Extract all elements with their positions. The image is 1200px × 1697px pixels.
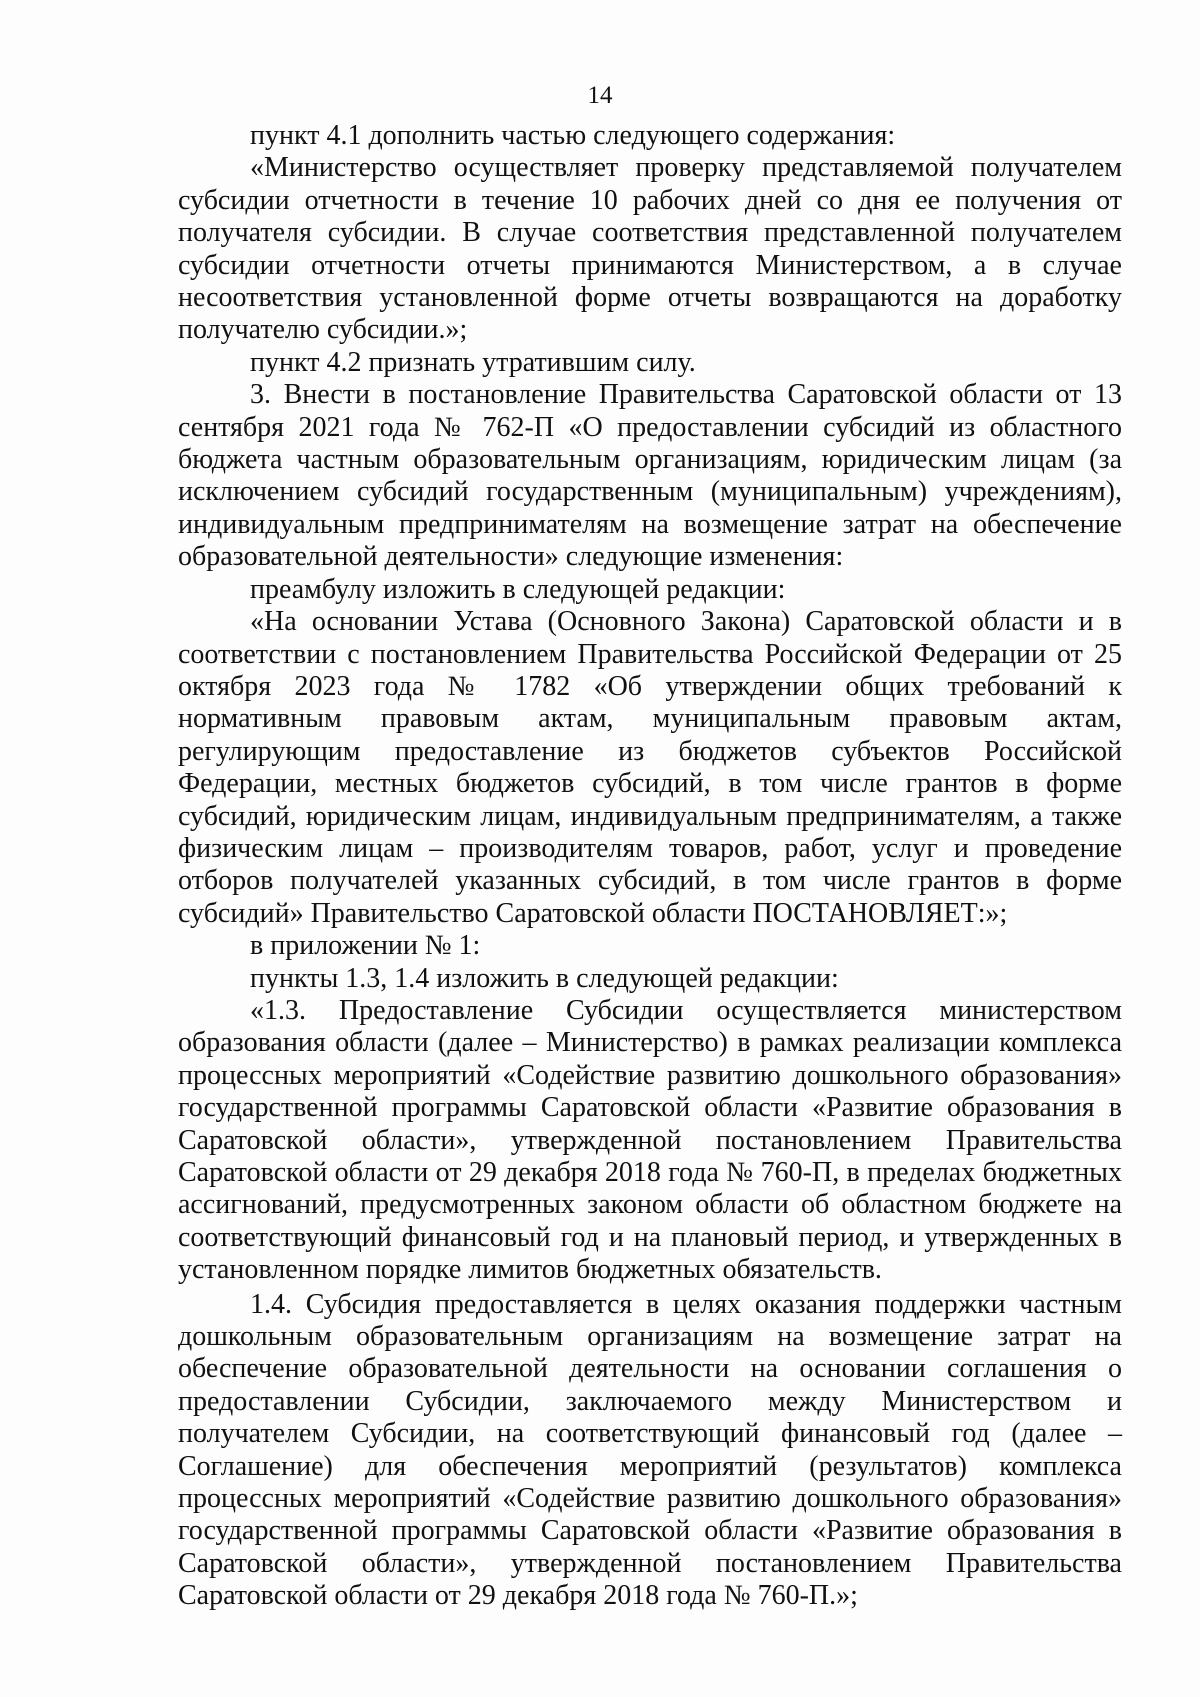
paragraph-7: в приложении № 1: (250, 930, 481, 962)
paragraph-9: «1.3. Предоставление Субсидии осуществляется министерством образования области (далее – Министерство) в рамках реализации комплекса процессных мероприятий «Содействие развитию дошкольного образования» государственной программы Саратовской области «Развитие образования в Саратовской области», утвержденной постановлением Правительства Саратовской области от 29 декабря 2018 года № 760-П, в пределах бюджетных ассигнований, предусмотренных законом области об областном бюджете на соответствующий финансовый год и на плановый период, и утвержденных в установленном порядке лимитов бюджетных обязательств. (178, 994, 1122, 1286)
page-number: 14 (587, 82, 613, 109)
paragraph-6: «На основании Устава (Основного Закона) Саратовской области и в соответствии с постановлением Правительства Российской Федерации от 25 октября 2023 года № 1782 «Об утверждении общих требований к нормативным правовым актам, муниципальным правовым актам, регулирующим предоставление из бюджетов субъектов Российской Федерации, местных бюджетов субсидий, в том числе грантов в форме субсидий, юридическим лицам, индивидуальным предпринимателям, а также физическим лицам – производителям товаров, работ, услуг и проведение отборов получателей указанных субсидий, в том числе грантов в форме субсидий» Правительство Саратовской области ПОСТАНОВЛЯЕТ:»; (178, 606, 1122, 929)
paragraph-1: пункт 4.1 дополнить частью следующего содержания: (250, 120, 896, 151)
paragraph-3: пункт 4.2 признать утратившим силу. (250, 346, 696, 378)
paragraph-8: пункты 1.3, 1.4 изложить в следующей редакции: (250, 962, 839, 994)
paragraph-10: 1.4. Субсидия предоставляется в целях оказания поддержки частным дошкольным образовательным организациям на возмещение затрат на обеспечение образовательной деятельности на основании соглашения о предоставлении Субсидии, заключаемого между Министерством и получателем Субсидии, на соответствующий финансовый год (далее – Соглашение) для обеспечения мероприятий (результатов) комплекса процессных мероприятий «Содействие развитию дошкольного образования» государственной программы Саратовской области «Развитие образования в Саратовской области», утвержденной постановлением Правительства Саратовской области от 29 декабря 2018 года № 760-П.»; (178, 1288, 1122, 1612)
paragraph-5: преамбулу изложить в следующей редакции: (250, 573, 786, 605)
paragraph-4: 3. Внести в постановление Правительства Саратовской области от 13 сентября 2021 года № 762-П «О предоставлении субсидий из областного бюджета частным образовательным организациям, юридическим лицам (за исключением субсидий государственным (муниципальным) учреждениям), индивидуальным предпринимателям на возмещение затрат на обеспечение образовательной деятельности» следующие изменения: (178, 379, 1122, 573)
document-body (178, 120, 1122, 1613)
paragraph-2: «Министерство осуществляет проверку представляемой получателем субсидии отчетности в течение 10 рабочих дней со дня ее получения от получателя субсидии. В случае соответствия представленной получателем субсидии отчетности отчеты принимаются Министерством, а в случае несоответствия установленной форме отчеты возвращаются на доработку получателю субсидии.»; (178, 152, 1122, 346)
